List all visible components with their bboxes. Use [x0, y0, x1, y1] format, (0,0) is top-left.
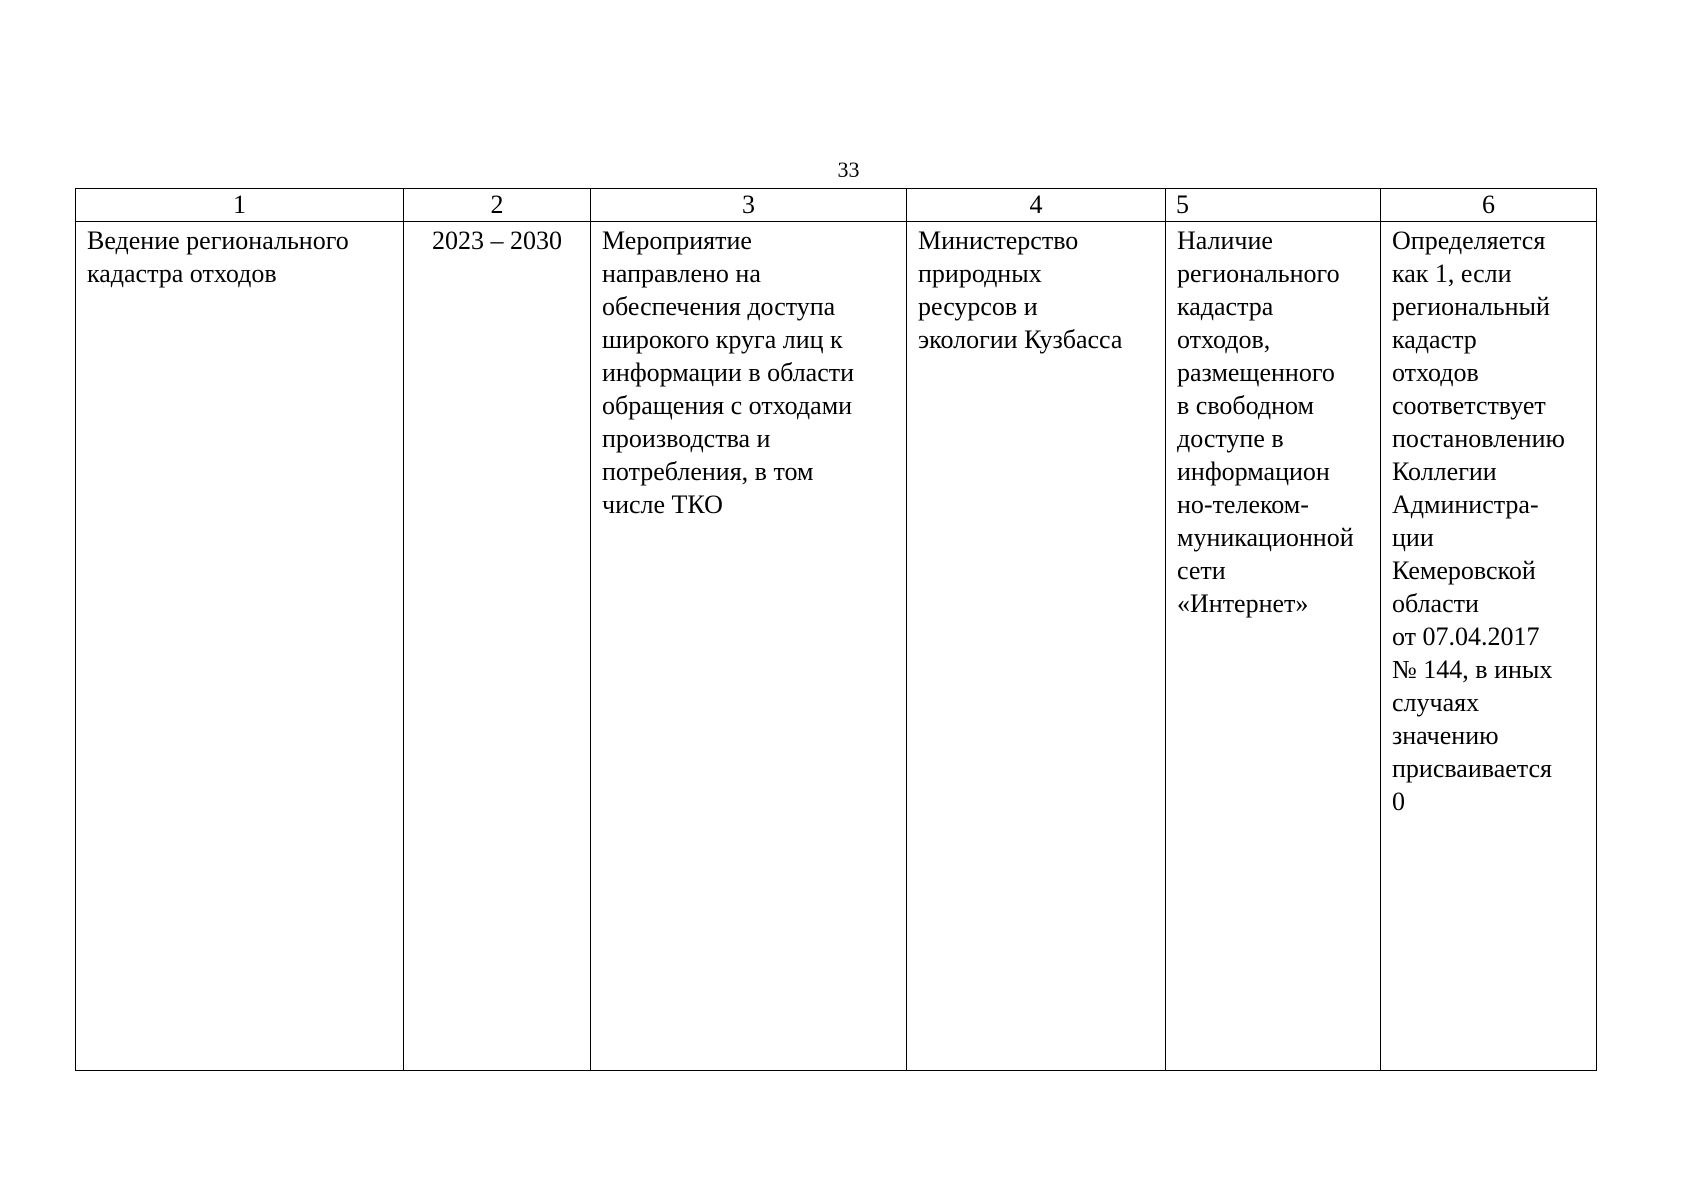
cell-responsible: Министерство природных ресурсов и экологии Кузбасса: [907, 222, 1166, 1071]
table-header-row: [76, 189, 1597, 222]
page-number: 33: [837, 157, 860, 182]
column-header-5: 5: [1166, 189, 1381, 222]
column-header-3: 3: [591, 189, 907, 222]
cell-calculation: Определяется как 1, если региональный кадастр отходов соответствует постановлению Коллегии Администра- ции Кемеровской области от 07.04.2017 № 144, в иных случаях значению присваивается 0: [1381, 222, 1597, 1071]
column-header-2: 2: [404, 189, 591, 222]
cell-description: Мероприятие направлено на обеспечения доступа широкого круга лиц к информации в области обращения с отходами производства и потребления, в том числе ТКО: [591, 222, 907, 1071]
column-header-6: 6: [1381, 189, 1597, 222]
measures-table: [75, 188, 1597, 1071]
cell-indicator: Наличие регионального кадастра отходов, размещенного в свободном доступе в информацион но-телеком- муникационной сети «Интернет»: [1166, 222, 1381, 1071]
cell-period: 2023 – 2030: [404, 222, 591, 1071]
table-row: [76, 222, 1597, 1071]
column-header-1: 1: [76, 189, 404, 222]
column-header-4: 4: [907, 189, 1166, 222]
cell-event-name: Ведение регионального кадастра отходов: [76, 222, 404, 1071]
